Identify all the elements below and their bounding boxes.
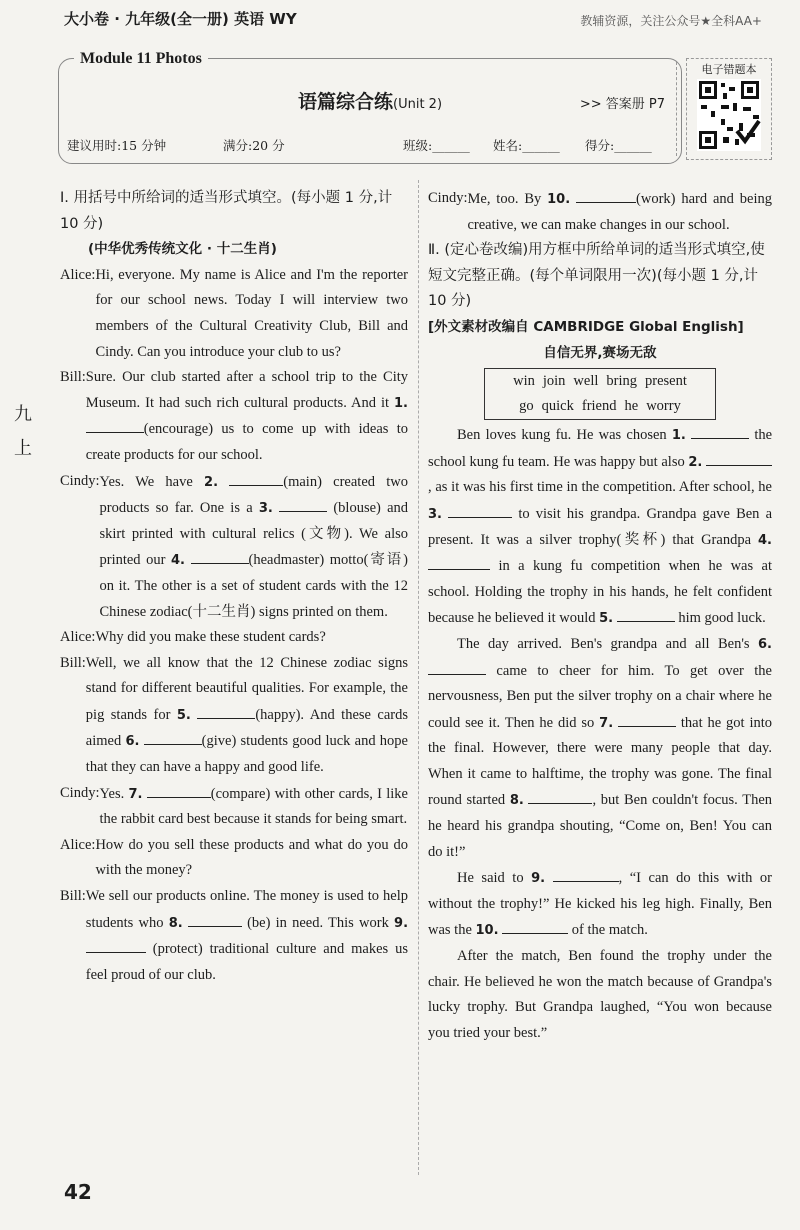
section-header-box <box>58 58 682 164</box>
word-option: win <box>513 373 535 390</box>
blank-number: 9. <box>531 871 546 887</box>
dialogue-line <box>60 263 408 365</box>
answer-blank[interactable] <box>553 865 619 882</box>
name-field: 姓名:______ <box>493 138 560 153</box>
word-option: present <box>645 373 687 390</box>
speaker: Bill: <box>60 888 86 905</box>
word-box <box>484 368 716 420</box>
answer-blank[interactable] <box>448 501 512 518</box>
book-title: 大小卷 · 九年级(全一册) 英语 WY <box>64 10 297 28</box>
dialogue-text: How do you sell these products and what do you do with the money? <box>95 836 408 879</box>
dialogue-line: Bill: We sell our products online. The money is used to help students who 8. (be) in need. This work 9. (protect) traditional culture and makes us feel proud of our club. <box>60 884 408 988</box>
story-paragraph-1: Ben loves kung fu. He was chosen 1. the school kung fu team. He was happy but also 2. , as it was his first time in the competition. After school, he 3. to visit his grandpa. Grandpa gave Ben a present. It was a silver trophy(奖杯) that Grandpa 4. in a kung fu competition when he was at school. Holding the trophy in his hands, he felt confident because he believed it would 5. him good luck. <box>428 422 772 632</box>
qr-box <box>686 58 772 160</box>
answer-blank[interactable] <box>502 917 568 934</box>
story-paragraph-4: After the match, Ben found the trophy under the chair. He believed he won the match because of Grandpa's lucky trophy. But Grandpa laughed, “You won because you tried your best.” <box>428 948 772 1041</box>
blank-number: 3. <box>428 506 442 522</box>
story-paragraph-3: He said to 9. , “I can do this with or without the trophy!” He kicked his leg high. Finally, Ben was the 10. of the match. <box>428 865 772 944</box>
page-number: 42 <box>64 1180 92 1204</box>
blank-number: 2. <box>688 454 703 470</box>
dialogue-text: Why did you make these student cards? <box>95 629 326 646</box>
answer-blank[interactable] <box>86 936 146 953</box>
cut-line <box>676 62 677 156</box>
dialogue-line: Cindy: Me, too. By 10. (work) hard and being creative, we can make changes in our school. <box>428 186 772 238</box>
word-option: join <box>542 373 566 390</box>
blank-number: 7. <box>128 786 143 802</box>
blank-number: 1. <box>671 428 686 444</box>
full-score: 满分:20 分 <box>223 138 285 153</box>
word-option: well <box>573 373 599 390</box>
answer-blank[interactable] <box>279 495 327 512</box>
column-divider <box>418 180 419 1175</box>
answer-blank[interactable] <box>144 728 202 745</box>
blank-number: 4. <box>170 553 185 569</box>
answer-blank[interactable] <box>528 787 592 804</box>
word-option: quick <box>541 398 574 415</box>
class-field: 班级:______ <box>403 138 470 153</box>
word-option: worry <box>646 398 681 415</box>
blank-number: 6. <box>125 734 140 750</box>
blank-number: 1. <box>394 395 408 411</box>
blank-number: 10. <box>475 923 499 939</box>
answer-blank[interactable] <box>617 605 675 622</box>
part2-heading: Ⅱ. (定心卷改编)用方框中所给单词的适当形式填空,使短文完整正确。(每个单词限用一次)(每小题 1 分,计 10 分) <box>428 242 765 310</box>
answer-blank[interactable] <box>428 658 486 675</box>
word-option: he <box>624 398 639 415</box>
blank-number: 3. <box>258 501 273 517</box>
left-column <box>60 186 408 988</box>
dialogue-line <box>60 625 408 651</box>
dialogue-line: Bill: Well, we all know that the 12 Chinese zodiac signs stand for different beautiful qualities. For example, the pig stands for 5. (happy). And these cards aimed 6. (give) students good luck and hope that they can have a happy and good life. <box>60 651 408 781</box>
blank-number: 10. <box>547 192 571 207</box>
word-option: go <box>519 398 534 415</box>
word-row <box>485 394 715 419</box>
answer-blank[interactable] <box>691 422 749 439</box>
section-title: 语篇综合练(Unit 2) <box>297 91 443 113</box>
speaker: Alice: <box>60 836 96 853</box>
dialogue-text: Hi, everyone. My name is Alice and I'm the reporter for our school news. Today I will interview two members of the Cultural Creativity Club, Bill and Cindy. Can you introduce your club to us? <box>95 266 408 360</box>
answer-blank[interactable] <box>191 547 249 564</box>
blank-number: 7. <box>599 715 614 731</box>
story-title: 自信无界,赛场无敌 <box>543 344 657 361</box>
blank-number: 5. <box>176 707 191 723</box>
part1-heading: Ⅰ. 用括号中所给词的适当形式填空。(每小题 1 分,计 10 分) <box>60 190 393 232</box>
blank-number: 2. <box>204 474 219 490</box>
blank-number: 9. <box>394 915 409 931</box>
dialogue-line: Bill: Sure. Our club started after a school trip to the City Museum. It had such rich cultural products. And it 1. (encourage) us to come up with ideas to create products for our school. <box>60 365 408 468</box>
qr-label: 电子错题本 <box>701 63 757 76</box>
right-column <box>428 186 772 1046</box>
blank-number: 6. <box>758 636 772 652</box>
blank-number: 8. <box>509 793 524 809</box>
answer-blank[interactable] <box>706 449 772 466</box>
word-option: bring <box>606 373 637 390</box>
speaker: Alice: <box>60 266 96 283</box>
answer-blank[interactable] <box>147 781 211 798</box>
speaker: Cindy: <box>428 190 468 206</box>
dialogue-line: Cindy: Yes. We have 2. (main) created two products so far. One is a 3. (blouse) and skirt printed with cultural relics (文物). We also printed our 4. (headmaster) motto(寄语) on it. The other is a set of student cards with the 12 Chinese zodiac(十二生肖) signs printed on them. <box>60 469 408 626</box>
module-label: Module 11 Photos <box>74 50 208 68</box>
answer-blank[interactable] <box>618 710 676 727</box>
side-char: 上 <box>14 438 32 459</box>
answer-reference: >> 答案册 P7 <box>579 97 665 112</box>
score-field: 得分:______ <box>585 138 652 153</box>
story-paragraph-2: The day arrived. Ben's grandpa and all Ben's 6. came to cheer for him. To get over the nervousness, Ben put the silver trophy on a chair where he could see it. Then he did so 7. that he got into the final. However, there were many people that day. When it came to halftime, the trophy was gone. The final round started 8. , but Ben couldn't focus. Then he heard his grandpa shouting, “Come on, Ben! You can do it!” <box>428 635 773 860</box>
dialogue-line <box>60 833 408 884</box>
side-char: 九 <box>14 404 32 425</box>
answer-blank[interactable] <box>428 553 490 570</box>
qr-code-icon[interactable] <box>697 79 761 151</box>
word-option: friend <box>581 398 617 415</box>
answer-blank[interactable] <box>229 469 283 486</box>
blank-number: 4. <box>758 532 772 548</box>
blank-number: 8. <box>168 915 183 931</box>
answer-blank[interactable] <box>188 910 242 927</box>
answer-blank[interactable] <box>197 702 255 719</box>
unit-label: (Unit 2) <box>393 97 443 112</box>
source-note: [外文素材改编自 CAMBRIDGE Global English] <box>428 318 744 335</box>
blank-number: 5. <box>599 611 614 627</box>
speaker: Alice: <box>60 629 96 646</box>
speaker: Cindy: <box>60 472 100 489</box>
side-tab <box>14 400 44 468</box>
dialogue-line: Cindy: Yes. 7. (compare) with other cards, I like the rabbit card best because it stands for being smart. <box>60 781 408 833</box>
speaker: Bill: <box>60 654 86 671</box>
answer-blank[interactable] <box>86 416 144 433</box>
answer-blank[interactable] <box>576 186 636 203</box>
speaker: Cindy: <box>60 784 100 801</box>
suggested-time: 建议用时:15 分钟 <box>67 138 167 153</box>
ad-text: 教辅资源，关注公众号★全科AA+ <box>580 14 762 28</box>
part1-subheading: (中华优秀传统文化 · 十二生肖) <box>88 241 277 258</box>
top-bar <box>0 0 800 40</box>
word-row <box>485 369 715 394</box>
speaker: Bill: <box>60 369 86 386</box>
